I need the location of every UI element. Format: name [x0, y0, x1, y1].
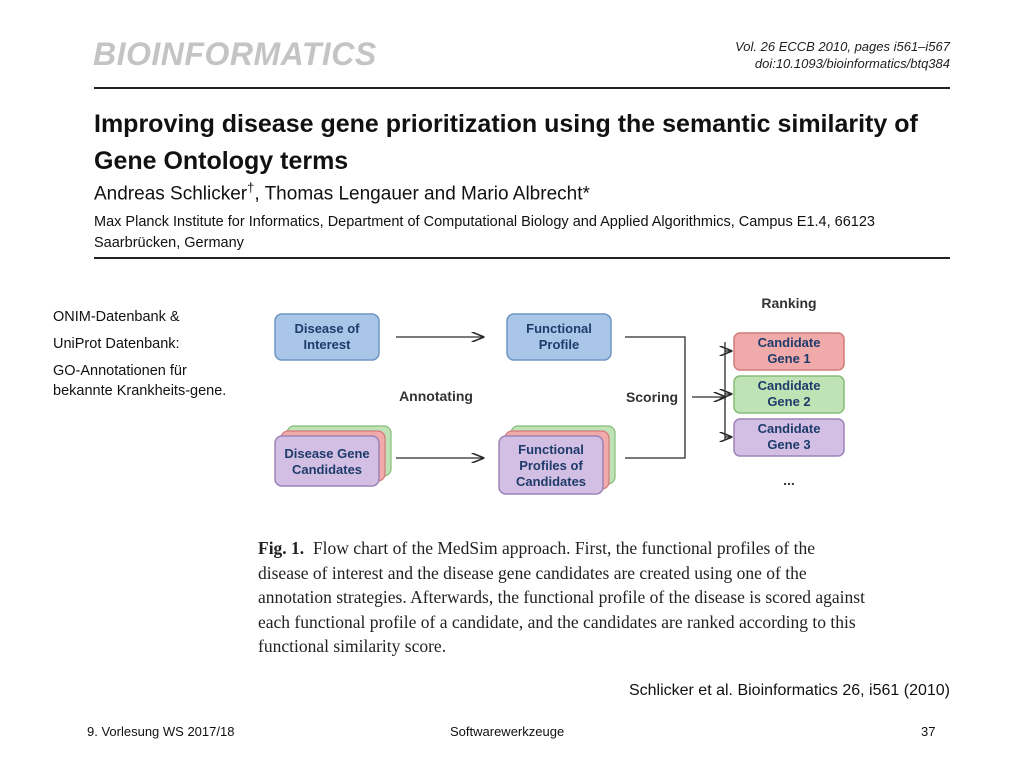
paper-title: Improving disease gene prioritization using the semantic similarity of Gene Ontology terms [94, 110, 918, 175]
functional-profiles-line3: Candidates [515, 474, 587, 489]
functional-profile-line1: Functional [526, 321, 592, 336]
note-line-2: UniProt Datenbank: [53, 336, 180, 352]
paper-meta [735, 38, 950, 72]
disease-of-interest-box [275, 314, 379, 360]
note-line-3: GO-Annotationen für bekannte Krankheits-gene. [53, 363, 227, 399]
candidate-2-line1: Candidate [757, 378, 821, 393]
figure-label: Fig. 1. [258, 538, 305, 558]
volume-line: Vol. 26 ECCB 2010, pages i561–i567 [735, 39, 950, 54]
paper-authors [94, 180, 590, 205]
functional-profile-line2: Profile [538, 337, 580, 352]
header-rule-bottom [94, 257, 950, 259]
functional-profiles-of-candidates-stack [499, 426, 615, 494]
figure-caption-text: Flow chart of the MedSim approach. First, the functional profiles of the disease of interest and the disease gene candidates are created using one of the annotation strategies. Afterwards, the functional profile of the disease is scored against each functional profile of a candidate, and the candidates are ranked according to this functional similarity score. [258, 538, 865, 656]
footer-page-number: 37 [921, 724, 936, 739]
disease-gene-candidates-line1: Disease Gene [284, 446, 370, 461]
disease-of-interest-line1: Disease of [294, 321, 360, 336]
note-line-1: ONIM-Datenbank & [53, 309, 180, 325]
doi-line: doi:10.1093/bioinformatics/btq384 [754, 56, 950, 71]
header-rule-top [94, 87, 950, 89]
candidate-gene-3-box [734, 419, 844, 456]
candidate-2-line2: Gene 2 [767, 394, 811, 409]
annotating-label: Annotating [399, 388, 473, 404]
candidate-gene-2-box [734, 376, 844, 413]
ranking-label: Ranking [761, 295, 817, 311]
disease-gene-candidates-line2: Candidates [291, 462, 363, 477]
disease-of-interest-line2: Interest [303, 337, 351, 352]
candidate-3-line2: Gene 3 [767, 437, 811, 452]
footer-lecture: 9. Vorlesung WS 2017/18 [87, 724, 235, 739]
candidate-3-line1: Candidate [757, 421, 821, 436]
candidates-ellipsis: ... [783, 472, 795, 488]
scoring-label: Scoring [625, 389, 679, 405]
slide-note [53, 307, 233, 401]
footer-course: Softwarewerkzeuge [450, 724, 565, 739]
candidate-gene-1-box [734, 333, 844, 370]
functional-profile-box [507, 314, 611, 360]
citation: Schlicker et al. Bioinformatics 26, i561 (2010) [628, 682, 950, 699]
journal-name: BIOINFORMATICS [93, 36, 377, 72]
author-rest: , Thomas Lengauer and Mario Albrecht* [254, 183, 590, 205]
functional-profiles-line2: Profiles of [519, 458, 583, 473]
author-dagger: † [247, 180, 255, 195]
candidate-1-line2: Gene 1 [767, 351, 811, 366]
disease-gene-candidates-stack [275, 426, 391, 486]
author-first: Andreas Schlicker [94, 183, 248, 205]
candidate-1-line1: Candidate [757, 335, 821, 350]
functional-profiles-line1: Functional [518, 442, 584, 457]
figure-caption [258, 536, 868, 659]
medsim-flowchart [255, 285, 875, 510]
paper-affiliation: Max Planck Institute for Informatics, Department of Computational Biology and Applied Algorithmics, Campus E1.4, 66123 Saarbrücken, Germany [94, 214, 875, 251]
